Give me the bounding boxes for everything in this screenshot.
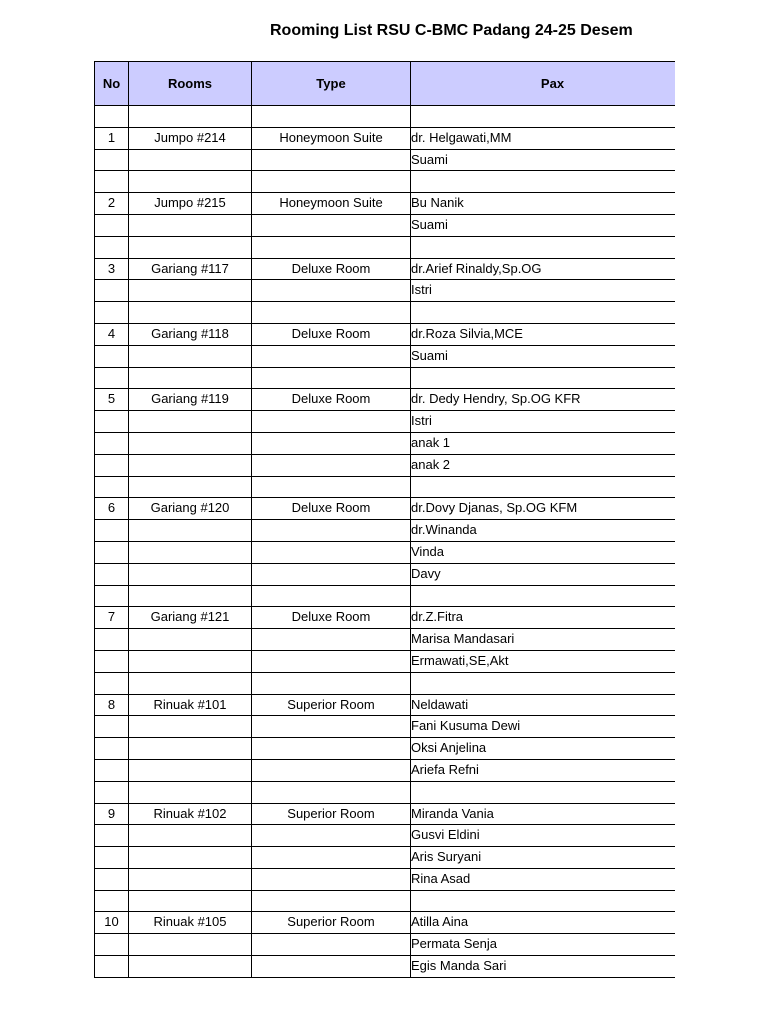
table-row bbox=[95, 585, 676, 607]
table-row bbox=[95, 302, 676, 324]
cell-type: Superior Room bbox=[252, 694, 411, 716]
cell-no bbox=[95, 585, 129, 607]
cell-no bbox=[95, 476, 129, 498]
cell-pax: dr.Dovy Djanas, Sp.OG KFM bbox=[411, 498, 676, 520]
cell-type bbox=[252, 563, 411, 585]
cell-room bbox=[129, 934, 252, 956]
cell-type bbox=[252, 280, 411, 302]
table-row bbox=[95, 498, 676, 520]
cell-no bbox=[95, 868, 129, 890]
cell-no bbox=[95, 934, 129, 956]
cell-pax: dr. Dedy Hendry, Sp.OG KFR bbox=[411, 389, 676, 411]
table-row bbox=[95, 432, 676, 454]
cell-pax: Ermawati,SE,Akt bbox=[411, 650, 676, 672]
cell-pax: Rina Asad bbox=[411, 868, 676, 890]
cell-room: Jumpo #215 bbox=[129, 193, 252, 215]
cell-room bbox=[129, 847, 252, 869]
cell-no: 5 bbox=[95, 389, 129, 411]
cell-type bbox=[252, 738, 411, 760]
cell-no bbox=[95, 759, 129, 781]
cell-type bbox=[252, 236, 411, 258]
cell-no bbox=[95, 716, 129, 738]
cell-room bbox=[129, 716, 252, 738]
cell-no: 2 bbox=[95, 193, 129, 215]
cell-room bbox=[129, 367, 252, 389]
cell-type bbox=[252, 367, 411, 389]
cell-pax: Bu Nanik bbox=[411, 193, 676, 215]
cell-no bbox=[95, 214, 129, 236]
cell-type: Superior Room bbox=[252, 912, 411, 934]
cell-pax: Istri bbox=[411, 411, 676, 433]
cell-type bbox=[252, 629, 411, 651]
cell-type bbox=[252, 149, 411, 171]
cell-type bbox=[252, 541, 411, 563]
cell-pax: Miranda Vania bbox=[411, 803, 676, 825]
cell-pax: Vinda bbox=[411, 541, 676, 563]
table-body bbox=[95, 106, 676, 978]
cell-no bbox=[95, 149, 129, 171]
table-row bbox=[95, 607, 676, 629]
cell-type bbox=[252, 585, 411, 607]
table-row bbox=[95, 759, 676, 781]
cell-no bbox=[95, 106, 129, 128]
cell-type bbox=[252, 934, 411, 956]
table-row bbox=[95, 345, 676, 367]
table-row bbox=[95, 738, 676, 760]
cell-no: 10 bbox=[95, 912, 129, 934]
cell-no: 8 bbox=[95, 694, 129, 716]
cell-no bbox=[95, 411, 129, 433]
cell-room bbox=[129, 890, 252, 912]
cell-type: Deluxe Room bbox=[252, 607, 411, 629]
cell-type bbox=[252, 411, 411, 433]
document-title: Rooming List RSU C-BMC Padang 24-25 Desem bbox=[270, 22, 633, 39]
cell-no bbox=[95, 171, 129, 193]
table-row bbox=[95, 694, 676, 716]
cell-room: Rinuak #101 bbox=[129, 694, 252, 716]
cell-type bbox=[252, 890, 411, 912]
cell-no bbox=[95, 563, 129, 585]
cell-pax: Neldawati bbox=[411, 694, 676, 716]
cell-pax bbox=[411, 585, 676, 607]
cell-type bbox=[252, 650, 411, 672]
cell-room bbox=[129, 585, 252, 607]
cell-no: 7 bbox=[95, 607, 129, 629]
cell-type bbox=[252, 825, 411, 847]
cell-room bbox=[129, 868, 252, 890]
cell-pax: Gusvi Eldini bbox=[411, 825, 676, 847]
header-type: Type bbox=[252, 62, 411, 106]
cell-room: Gariang #120 bbox=[129, 498, 252, 520]
cell-no bbox=[95, 629, 129, 651]
cell-no bbox=[95, 738, 129, 760]
cell-no: 1 bbox=[95, 127, 129, 149]
table-row bbox=[95, 389, 676, 411]
cell-no bbox=[95, 825, 129, 847]
cell-pax: Istri bbox=[411, 280, 676, 302]
table-row bbox=[95, 563, 676, 585]
table-row bbox=[95, 803, 676, 825]
table-row bbox=[95, 912, 676, 934]
cell-pax: Permata Senja bbox=[411, 934, 676, 956]
cell-no bbox=[95, 541, 129, 563]
cell-no bbox=[95, 781, 129, 803]
cell-no bbox=[95, 236, 129, 258]
header-row bbox=[95, 62, 676, 106]
table-row bbox=[95, 236, 676, 258]
cell-type bbox=[252, 716, 411, 738]
cell-type bbox=[252, 214, 411, 236]
cell-type bbox=[252, 868, 411, 890]
cell-room bbox=[129, 345, 252, 367]
cell-room bbox=[129, 214, 252, 236]
cell-type: Deluxe Room bbox=[252, 498, 411, 520]
cell-type bbox=[252, 847, 411, 869]
table-row bbox=[95, 629, 676, 651]
cell-no bbox=[95, 672, 129, 694]
cell-no bbox=[95, 847, 129, 869]
cell-pax: Davy bbox=[411, 563, 676, 585]
cell-no bbox=[95, 520, 129, 542]
cell-no bbox=[95, 302, 129, 324]
cell-type bbox=[252, 781, 411, 803]
cell-type bbox=[252, 956, 411, 978]
cell-room bbox=[129, 476, 252, 498]
cell-no bbox=[95, 650, 129, 672]
cell-pax: dr.Winanda bbox=[411, 520, 676, 542]
table-row bbox=[95, 650, 676, 672]
cell-pax bbox=[411, 302, 676, 324]
cell-room bbox=[129, 781, 252, 803]
cell-type bbox=[252, 672, 411, 694]
cell-pax: Egis Manda Sari bbox=[411, 956, 676, 978]
cell-room bbox=[129, 672, 252, 694]
cell-room bbox=[129, 956, 252, 978]
cell-no bbox=[95, 890, 129, 912]
table-row bbox=[95, 476, 676, 498]
table-row bbox=[95, 781, 676, 803]
table-row bbox=[95, 890, 676, 912]
cell-room bbox=[129, 302, 252, 324]
rooming-list-table bbox=[94, 61, 675, 978]
cell-room bbox=[129, 280, 252, 302]
table-row bbox=[95, 280, 676, 302]
table-row bbox=[95, 716, 676, 738]
cell-type: Deluxe Room bbox=[252, 389, 411, 411]
cell-type bbox=[252, 520, 411, 542]
cell-type bbox=[252, 345, 411, 367]
table-row bbox=[95, 171, 676, 193]
table-row bbox=[95, 214, 676, 236]
table-row bbox=[95, 847, 676, 869]
cell-pax: Ariefa Refni bbox=[411, 759, 676, 781]
cell-type: Superior Room bbox=[252, 803, 411, 825]
cell-no bbox=[95, 345, 129, 367]
cell-room bbox=[129, 563, 252, 585]
cell-pax bbox=[411, 236, 676, 258]
cell-room bbox=[129, 411, 252, 433]
cell-room bbox=[129, 650, 252, 672]
table-row bbox=[95, 956, 676, 978]
cell-no: 3 bbox=[95, 258, 129, 280]
cell-room bbox=[129, 759, 252, 781]
cell-type bbox=[252, 476, 411, 498]
table-row bbox=[95, 541, 676, 563]
cell-pax: Marisa Mandasari bbox=[411, 629, 676, 651]
cell-no: 9 bbox=[95, 803, 129, 825]
table-row bbox=[95, 323, 676, 345]
cell-room bbox=[129, 106, 252, 128]
cell-room bbox=[129, 541, 252, 563]
cell-no: 6 bbox=[95, 498, 129, 520]
table-row bbox=[95, 193, 676, 215]
cell-pax bbox=[411, 781, 676, 803]
cell-room: Gariang #118 bbox=[129, 323, 252, 345]
cell-pax: dr.Roza Silvia,MCE bbox=[411, 323, 676, 345]
table-row bbox=[95, 454, 676, 476]
cell-room bbox=[129, 825, 252, 847]
cell-room bbox=[129, 171, 252, 193]
cell-no: 4 bbox=[95, 323, 129, 345]
cell-room bbox=[129, 454, 252, 476]
table-row bbox=[95, 672, 676, 694]
cell-pax bbox=[411, 890, 676, 912]
table-row bbox=[95, 149, 676, 171]
rooming-list-sheet bbox=[94, 61, 675, 983]
cell-room bbox=[129, 236, 252, 258]
cell-pax bbox=[411, 171, 676, 193]
cell-pax: dr. Helgawati,MM bbox=[411, 127, 676, 149]
cell-room bbox=[129, 738, 252, 760]
cell-room: Rinuak #105 bbox=[129, 912, 252, 934]
header-pax: Pax bbox=[411, 62, 676, 106]
table-row bbox=[95, 825, 676, 847]
cell-room: Gariang #119 bbox=[129, 389, 252, 411]
cell-pax: Suami bbox=[411, 214, 676, 236]
table-row bbox=[95, 106, 676, 128]
cell-pax: Aris Suryani bbox=[411, 847, 676, 869]
cell-pax: Atilla Aina bbox=[411, 912, 676, 934]
cell-type bbox=[252, 759, 411, 781]
table-row bbox=[95, 127, 676, 149]
cell-type bbox=[252, 106, 411, 128]
cell-pax: dr.Arief Rinaldy,Sp.OG bbox=[411, 258, 676, 280]
cell-no bbox=[95, 956, 129, 978]
cell-pax: Suami bbox=[411, 345, 676, 367]
cell-room: Gariang #117 bbox=[129, 258, 252, 280]
cell-no bbox=[95, 432, 129, 454]
cell-pax bbox=[411, 367, 676, 389]
cell-pax: anak 2 bbox=[411, 454, 676, 476]
cell-room: Gariang #121 bbox=[129, 607, 252, 629]
cell-room bbox=[129, 629, 252, 651]
cell-pax: Oksi Anjelina bbox=[411, 738, 676, 760]
cell-type: Deluxe Room bbox=[252, 258, 411, 280]
cell-room bbox=[129, 520, 252, 542]
cell-pax bbox=[411, 672, 676, 694]
cell-room bbox=[129, 432, 252, 454]
table-row bbox=[95, 258, 676, 280]
table-row bbox=[95, 934, 676, 956]
cell-no bbox=[95, 454, 129, 476]
table-row bbox=[95, 868, 676, 890]
cell-type bbox=[252, 454, 411, 476]
cell-no bbox=[95, 367, 129, 389]
cell-no bbox=[95, 280, 129, 302]
table-row bbox=[95, 520, 676, 542]
cell-pax bbox=[411, 476, 676, 498]
cell-type bbox=[252, 432, 411, 454]
cell-type: Deluxe Room bbox=[252, 323, 411, 345]
cell-room bbox=[129, 149, 252, 171]
cell-type bbox=[252, 302, 411, 324]
cell-type: Honeymoon Suite bbox=[252, 127, 411, 149]
cell-pax bbox=[411, 106, 676, 128]
table-row bbox=[95, 367, 676, 389]
cell-pax: Suami bbox=[411, 149, 676, 171]
cell-pax: dr.Z.Fitra bbox=[411, 607, 676, 629]
header-no: No bbox=[95, 62, 129, 106]
cell-type: Honeymoon Suite bbox=[252, 193, 411, 215]
table-row bbox=[95, 411, 676, 433]
cell-type bbox=[252, 171, 411, 193]
cell-room: Rinuak #102 bbox=[129, 803, 252, 825]
cell-pax: anak 1 bbox=[411, 432, 676, 454]
header-rooms: Rooms bbox=[129, 62, 252, 106]
cell-pax: Fani Kusuma Dewi bbox=[411, 716, 676, 738]
cell-room: Jumpo #214 bbox=[129, 127, 252, 149]
